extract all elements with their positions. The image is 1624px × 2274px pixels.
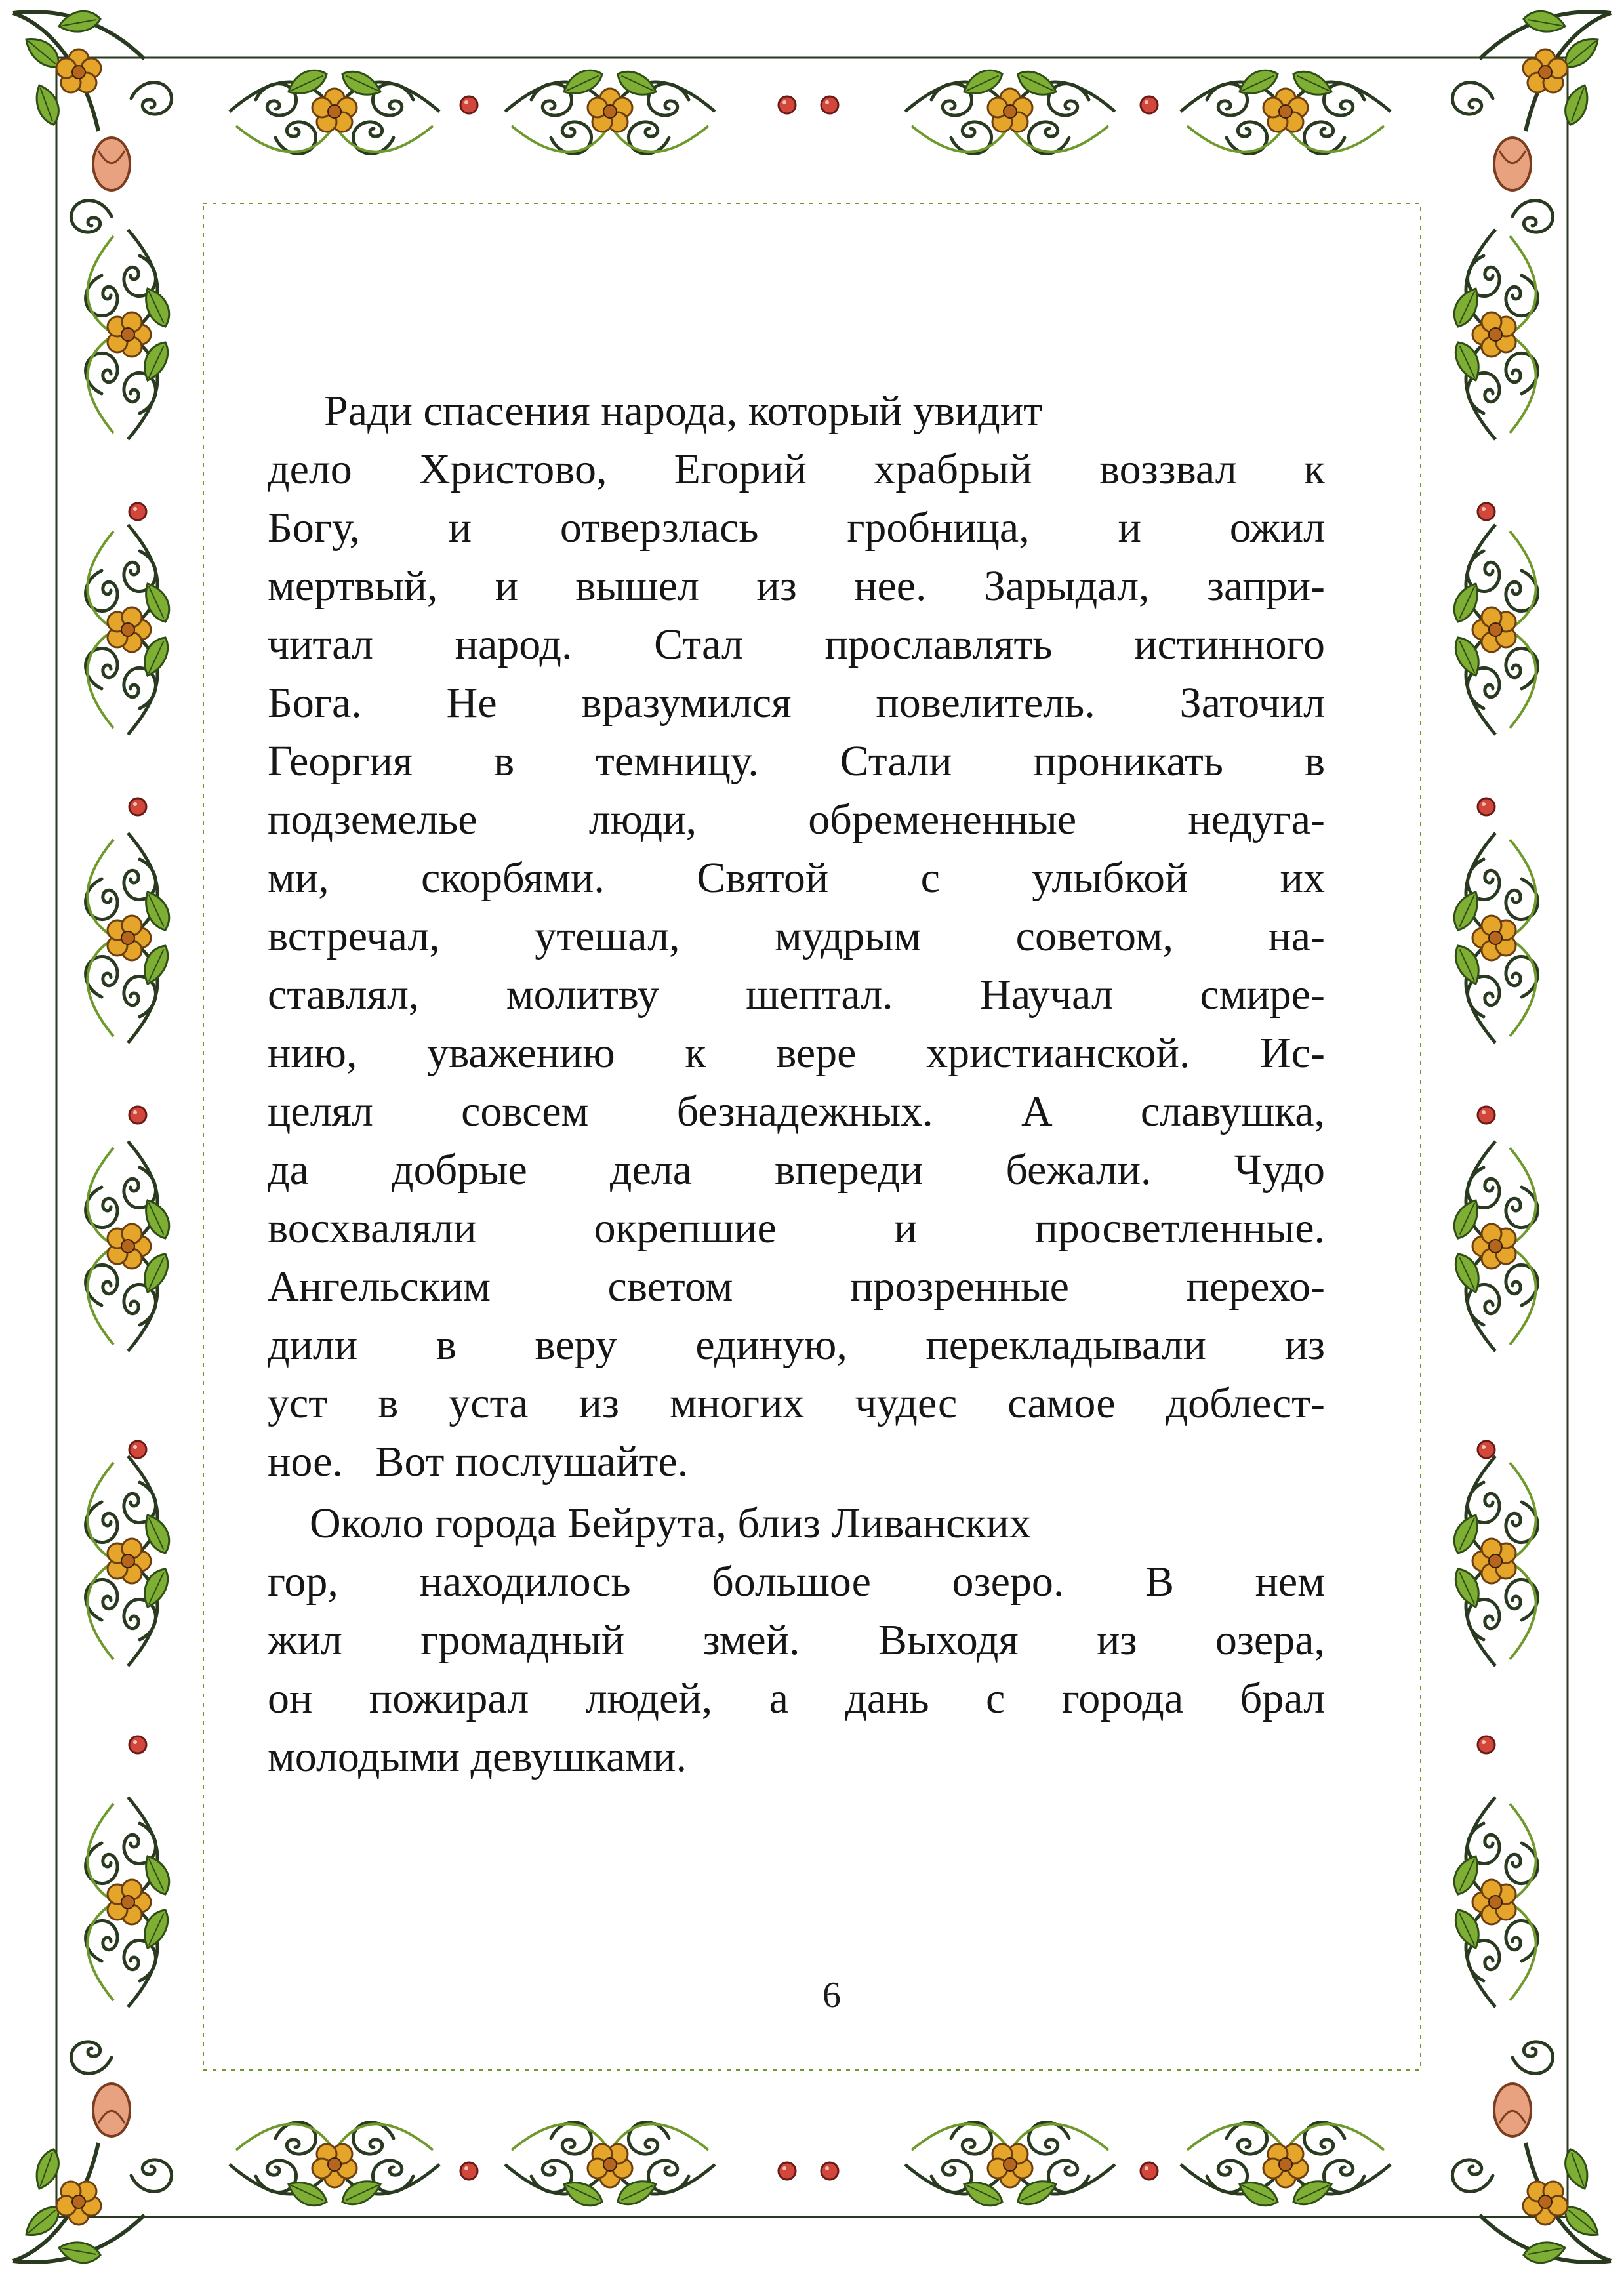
paragraph-1 (268, 382, 1325, 1491)
paragraph-2 (268, 1494, 1325, 1786)
text-line: молодыми девушками. (268, 1733, 687, 1781)
text-line: подземелье люди, обремененные недуга- (268, 796, 1325, 843)
page-number: 6 (822, 1975, 841, 2016)
text-line: ное. Вот послушайте. (268, 1438, 689, 1486)
text-line: дело Христово, Егорий храбрый воззвал к (268, 445, 1325, 493)
text-line: ставлял, молитву шептал. Научал смире- (268, 971, 1325, 1019)
text-line: встречал, утешал, мудрым советом, на- (268, 912, 1325, 960)
text-line: гор, находилось большое озеро. В нем (268, 1558, 1325, 1606)
text-line: жил громадный змей. Выходя из озера, (268, 1616, 1325, 1664)
text-line: Ангельским светом прозренные перехо- (268, 1263, 1325, 1310)
text-line: нию, уважению к вере христианской. Ис- (268, 1029, 1325, 1077)
story-text (268, 382, 1325, 1786)
text-line: Около города Бейрута, близ Ливанских (310, 1499, 1031, 1547)
text-line: целял совсем безнадежных. А славушка, (268, 1087, 1325, 1135)
text-line: читал народ. Стал прославлять истинного (268, 620, 1325, 668)
text-line: он пожирал людей, а дань с города брал (268, 1675, 1325, 1722)
text-line: Георгия в темницу. Стали проникать в (268, 737, 1325, 785)
text-line: ми, скорбями. Святой с улыбкой их (268, 854, 1325, 902)
text-line: мертвый, и вышел из нее. Зарыдал, запри- (268, 562, 1325, 610)
text-line: да добрые дела впереди бежали. Чудо (268, 1146, 1325, 1194)
text-line: Бога. Не вразумился повелитель. Заточил (268, 679, 1325, 727)
text-line: Ради спасения народа, который увидит (324, 387, 1042, 435)
text-line: уст в уста из многих чудес самое доблест- (268, 1379, 1325, 1427)
text-line: восхваляли окрепшие и просветленные. (268, 1204, 1325, 1252)
text-line: Богу, и отверзлась гробница, и ожил (268, 504, 1325, 552)
text-line: дили в веру единую, перекладывали из (268, 1321, 1325, 1369)
